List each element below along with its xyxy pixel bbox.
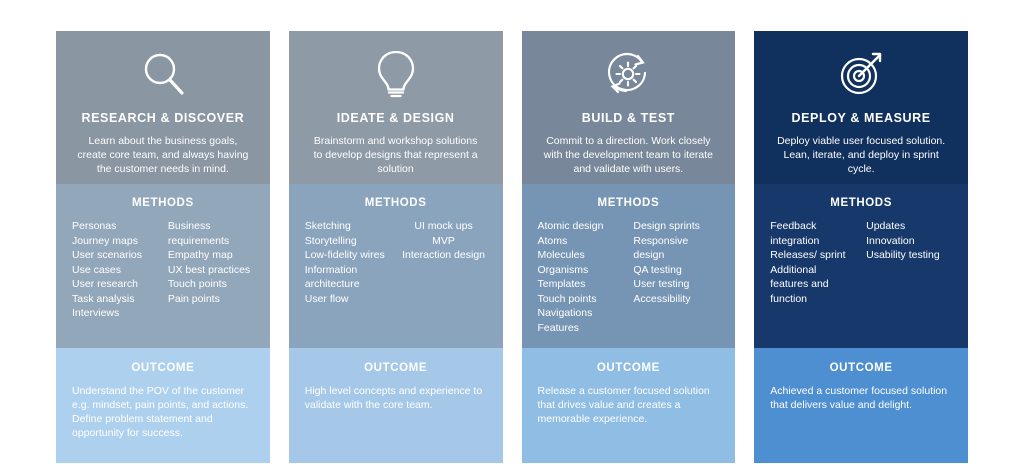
method-item: Task analysis: [72, 292, 135, 305]
method-item: Storytelling: [304, 234, 357, 247]
outcome-section: [289, 348, 503, 463]
method-item: Pain points: [167, 292, 220, 305]
method-item: Touch points: [537, 292, 597, 305]
outcome-description: Release a customer focused solution that drives value and creates a memorable experience.: [537, 385, 710, 425]
method-item: Feedback integration: [770, 220, 820, 247]
phase-column-research-discover[interactable]: [56, 31, 270, 463]
method-item: Additional features and function: [770, 263, 829, 305]
phase-column-ideate-design[interactable]: [289, 31, 503, 463]
method-item: Interaction design: [402, 249, 485, 261]
outcome-heading: OUTCOME: [829, 362, 893, 374]
method-item: Empathy map: [167, 249, 233, 261]
methods-heading: METHODS: [132, 197, 194, 209]
method-item: Use cases: [72, 263, 122, 276]
phase-column-deploy-measure[interactable]: [754, 31, 968, 463]
method-item: Usability testing: [866, 249, 940, 261]
outcome-description: High level concepts and experience to validate with the core team.: [304, 385, 483, 411]
phase-title: DEPLOY & MEASURE: [791, 111, 931, 125]
method-item: Releases/ sprint: [770, 249, 846, 261]
method-item: User testing: [633, 278, 690, 290]
lightbulb-icon: [374, 45, 418, 103]
method-item: Atomic design: [537, 220, 604, 232]
methods-heading: METHODS: [364, 197, 427, 209]
method-item: Navigations: [537, 307, 593, 319]
methods-list-left: [72, 219, 158, 321]
method-item: UI mock ups: [414, 220, 473, 232]
methods-list-left: [305, 219, 391, 306]
method-item: Low-fidelity wires: [304, 249, 385, 261]
method-item: Innovation: [866, 234, 915, 247]
method-item: Personas: [72, 220, 117, 232]
outcome-heading: OUTCOME: [131, 362, 195, 374]
method-item: Sketching: [304, 220, 351, 232]
phase-description: Learn about the business goals, create core team, and always having the customer needs in mind.: [77, 135, 249, 175]
method-item: MVP: [432, 234, 455, 247]
phase-description: Commit to a direction. Work closely with the development team to iterate and validate with users.: [543, 135, 713, 175]
method-item: Responsive design: [633, 234, 689, 261]
outcome-section: [754, 348, 968, 463]
method-item: Accessibility: [633, 292, 691, 305]
method-item: User research: [72, 278, 138, 290]
phase-header: [522, 31, 736, 184]
outcome-heading: OUTCOME: [596, 362, 660, 374]
phase-header: [289, 31, 503, 184]
phase-columns: [56, 31, 968, 463]
methods-section: [289, 184, 503, 348]
methods-list-right: [633, 219, 719, 335]
phase-header: [754, 31, 968, 184]
method-item: Organisms: [537, 263, 589, 276]
phase-header: [56, 31, 270, 184]
methods-list-right: [168, 219, 254, 321]
method-item: Updates: [866, 220, 906, 232]
magnifier-icon: [137, 45, 189, 103]
phase-title: RESEARCH & DISCOVER: [81, 111, 245, 125]
methods-section: [56, 184, 270, 348]
method-item: Features: [537, 321, 579, 334]
methods-list-right: [866, 219, 952, 306]
method-item: User flow: [304, 292, 349, 305]
outcome-heading: OUTCOME: [364, 362, 428, 374]
target-arrow-icon: [834, 45, 888, 103]
outcome-description: Understand the POV of the customer e.g. mindset, pain points, and actions. Define problem statement and opportunity for success.: [72, 385, 249, 439]
methods-heading: METHODS: [830, 197, 892, 209]
methods-heading: METHODS: [597, 197, 660, 209]
phase-title: BUILD & TEST: [581, 111, 676, 125]
outcome-section: [522, 348, 736, 463]
phase-title: IDEATE & DESIGN: [336, 111, 455, 125]
method-item: Business requirements: [167, 220, 230, 247]
methods-section: [522, 184, 736, 348]
phase-column-build-test[interactable]: [522, 31, 736, 463]
outcome-description: Achieved a customer focused solution that delivers value and delight.: [770, 385, 948, 411]
outcome-section: [56, 348, 270, 463]
method-item: Touch points: [167, 278, 227, 290]
method-item: Information architecture: [304, 263, 360, 290]
method-item: UX best practices: [167, 263, 251, 276]
method-item: Molecules: [537, 249, 585, 261]
method-item: Atoms: [537, 234, 568, 247]
phase-description: Deploy viable user focused solution. Lean, iterate, and deploy in sprint cycle.: [777, 135, 946, 175]
methods-list-left: [770, 219, 856, 306]
gear-refresh-icon: [602, 45, 654, 103]
method-item: Design sprints: [633, 220, 700, 232]
methods-list-right: [401, 219, 487, 306]
method-item: Journey maps: [72, 234, 138, 247]
methods-list-left: [538, 219, 624, 335]
method-item: Interviews: [72, 307, 120, 319]
method-item: User scenarios: [72, 249, 143, 261]
phase-description: Brainstorm and workshop solutions to develop designs that represent a solution: [313, 135, 478, 175]
methods-section: [754, 184, 968, 348]
method-item: QA testing: [633, 263, 682, 276]
method-item: Templates: [537, 278, 586, 290]
